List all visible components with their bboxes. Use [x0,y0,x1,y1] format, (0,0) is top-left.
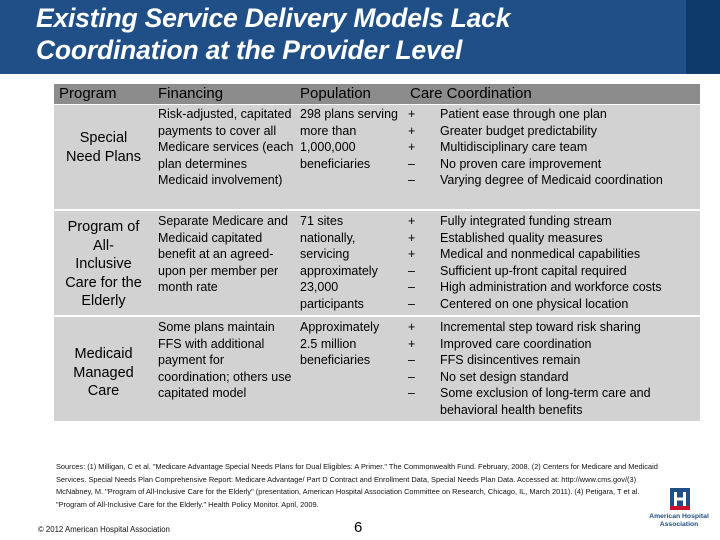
plus-icon: + [408,320,416,334]
aha-logo [642,486,716,536]
care-item: + Established quality measures [408,230,603,245]
program-cell: Medicaid Managed Care [73,346,134,399]
financing-cell: Separate Medicare and Medicaid capitated benefit at an agreed-upon per member per month rate [158,214,288,295]
program-cell: Special Need Plans [66,130,141,165]
minus-icon: – [408,263,415,278]
minus-icon: – [408,386,415,401]
minus-icon: – [408,369,415,384]
plus-icon: + [408,247,416,262]
program-cell: Program of All- Inclusive Care for the Elderly [65,219,142,309]
financing-cell: Some plans maintain FFS with additional payment for coordination; others use capitated model [158,320,292,401]
logo-text: American Hospital Association [649,513,709,528]
table-header-band [54,84,700,104]
care-item: – No proven care improvement [408,156,602,171]
care-item: + Greater budget predictability [408,123,598,138]
plus-icon: + [408,214,416,228]
header-program: Program [59,85,117,102]
minus-icon: – [408,280,415,295]
population-cell: 71 sites nationally, servicing approximately 23,000 participants [300,214,378,311]
plus-icon: + [408,140,416,155]
title-bar-edge [686,0,720,74]
care-coordination-cell [408,319,698,419]
minus-icon: – [408,173,415,188]
minus-icon: – [408,296,415,311]
population-cell: Approximately 2.5 million beneficiaries [300,320,380,368]
plus-icon: + [408,230,416,245]
hospital-h-icon [670,488,690,510]
plus-icon: + [408,123,416,138]
header-financing: Financing [158,85,224,102]
page-number: 6 [354,519,363,536]
care-item: + Incremental step toward risk sharing [408,320,641,334]
care-item: + Medical and nonmedical capabilities [408,247,641,262]
population-cell: 298 plans serving more than 1,000,000 beneficiaries [300,107,398,171]
care-coordination-cell [408,106,698,189]
minus-icon: – [408,156,415,171]
slide-title: Existing Service Delivery Models Lack Coordination at the Provider Level [36,3,511,65]
plus-icon: + [408,336,416,351]
care-item: – Varying degree of Medicaid coordination [408,173,663,188]
header-population: Population [300,85,371,102]
care-item: – Centered on one physical location [408,296,629,311]
care-item: – High administration and workforce costs [408,280,662,295]
care-coordination-cell [408,213,698,313]
care-item: + Improved care coordination [408,336,592,351]
financing-cell: Risk-adjusted, capitated payments to cover all Medicare services (each plan determines Medicaid involvement) [158,107,294,188]
care-item: – FFS disincentives remain [408,353,581,368]
minus-icon: – [408,353,415,368]
care-item: – Sufficient up-front capital required [408,263,627,278]
plus-icon: + [408,107,416,121]
care-item: + Multidisciplinary care team [408,140,588,155]
header-care-coordination: Care Coordination [410,85,532,102]
care-item: + Fully integrated funding stream [408,214,612,228]
care-item: – No set design standard [408,369,569,384]
care-item: – Some exclusion of long-term care and behavioral health benefits [408,386,651,417]
sources-footnote: Sources: (1) Milligan, C et al. "Medicare Advantage Special Needs Plans for Dual Eligibles: A Primer." The Commonwealth Fund. February, 2008. (2) Centers for Medicare and Medicaid Services. Special Needs Plan Comprehensive Report: Medicare Advantage/ Part D Contract and Enrollment Data, Special Needs Plan Data. Accessed at: http://www.cms.gov/(3) McNabney, M. "Program of All-Inclusive Care for the Elderly" (presentation, American Hospital Association Committee on Research, Chicago, IL, March 2011). (4) Petigara, T et al. "Program of All-Inclusive Care for the Elderly." Health Policy Monitor. April, 2009. [56,462,658,509]
care-item: + Patient ease through one plan [408,107,607,121]
copyright: © 2012 American Hospital Association [38,525,170,534]
